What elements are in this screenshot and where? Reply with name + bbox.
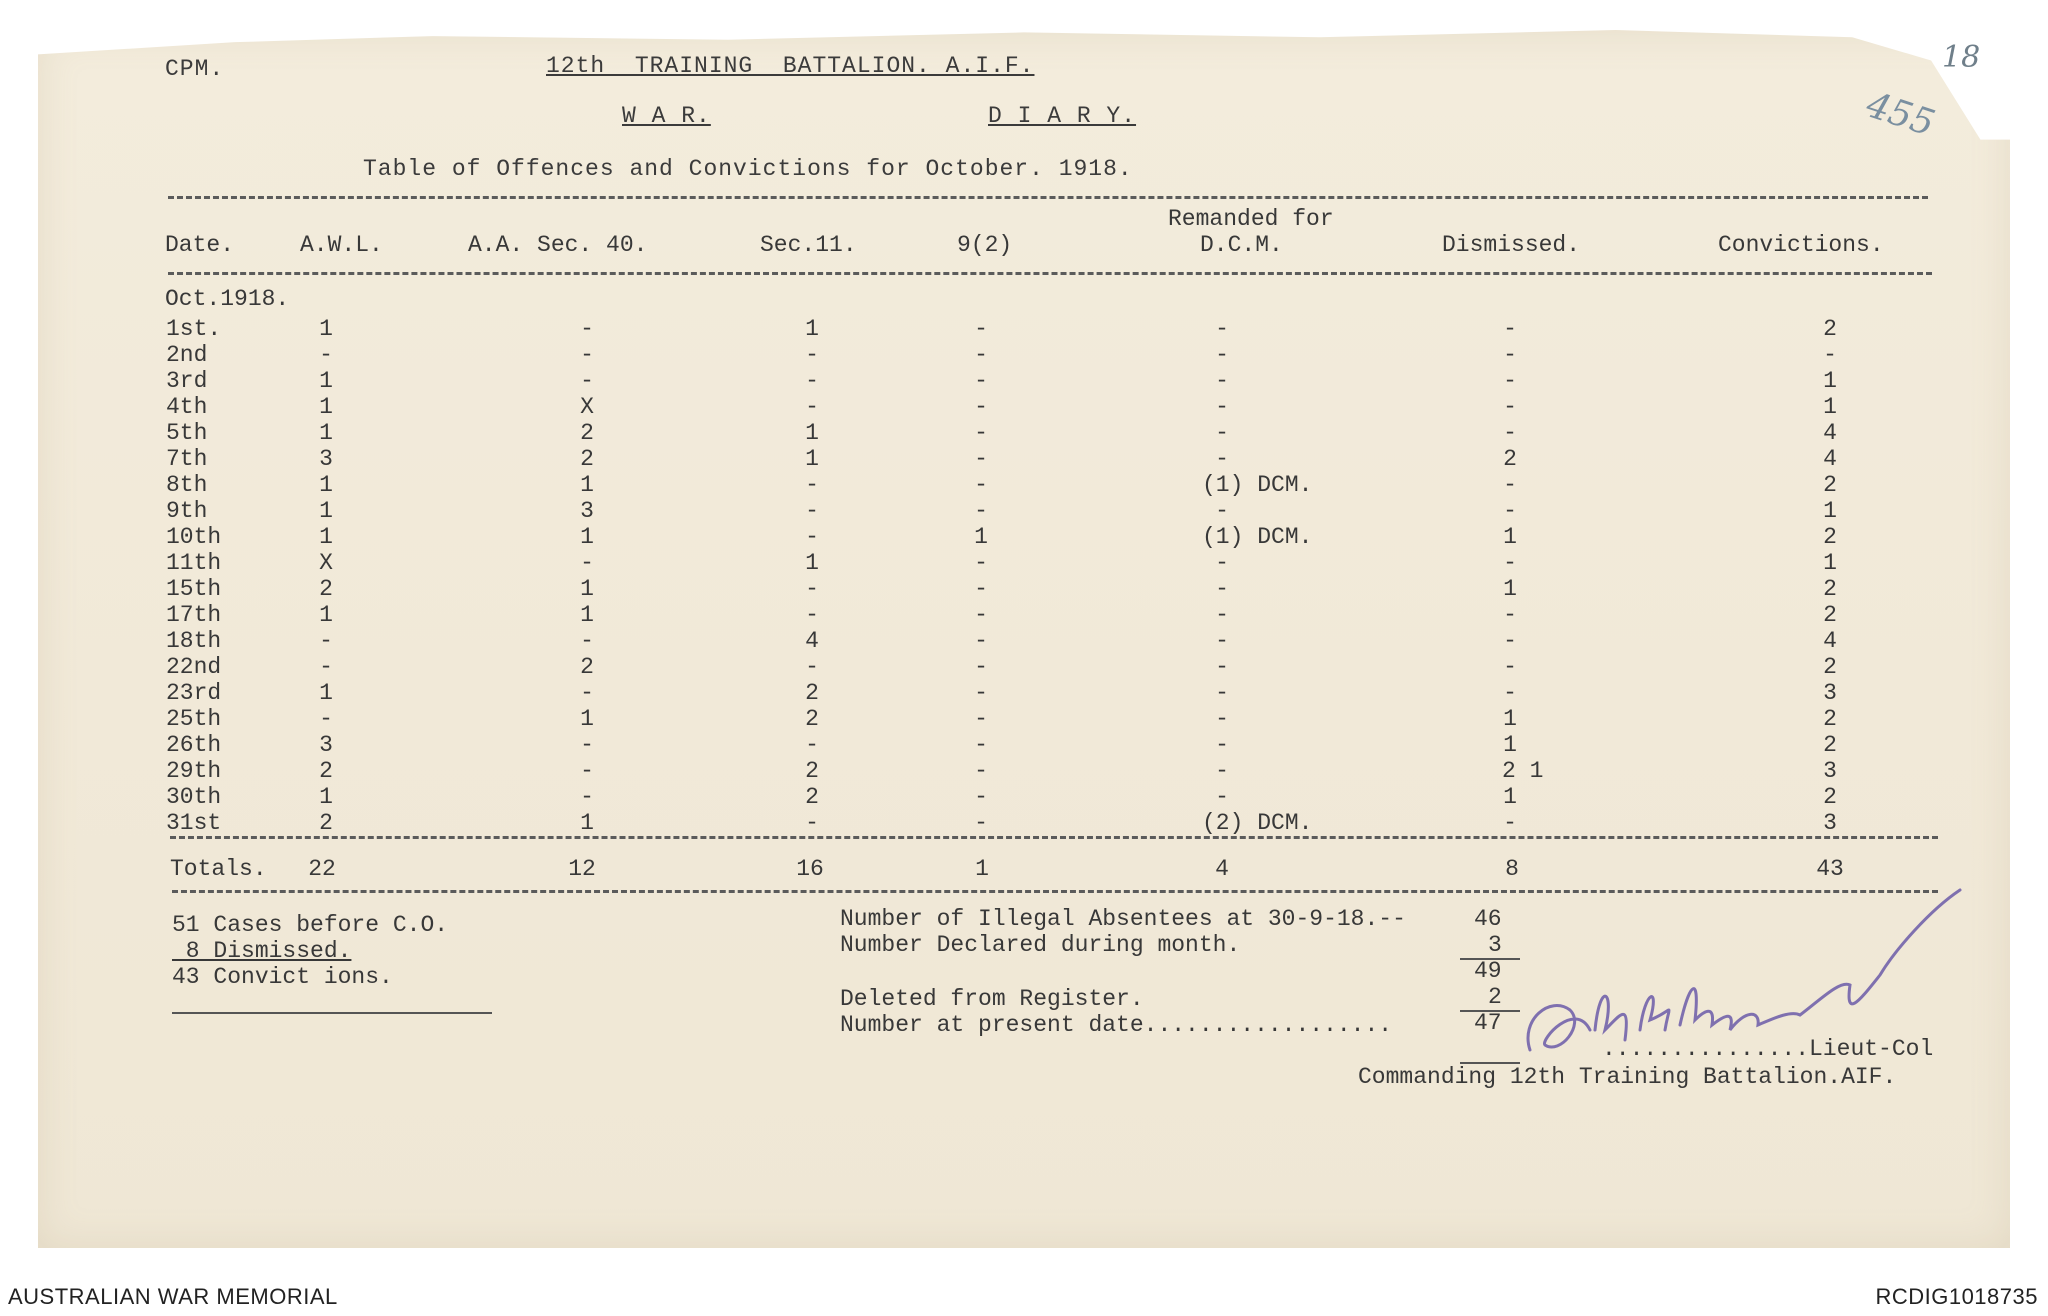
cell-sec11: - [805,524,819,550]
cell-dis: 2 [1503,446,1517,472]
cell-sec11: - [805,368,819,394]
cell-s92: - [974,810,988,836]
cell-conv: 1 [1823,394,1837,420]
cell-s92: - [974,654,988,680]
cell-awl: - [319,628,333,654]
cell-s92: - [974,758,988,784]
total-awl: 22 [308,856,336,882]
reference-code: CPM. [165,56,225,82]
col-s92-header: 9(2) [957,232,1013,258]
cell-dcm: - [1215,706,1229,732]
cell-dis: 1 [1503,732,1517,758]
cell-dis: - [1503,654,1517,680]
cell-conv: 4 [1823,628,1837,654]
cell-conv: 2 [1823,732,1837,758]
cell-sec40: 2 [580,420,594,446]
cell-awl: 1 [319,784,333,810]
cell-dis: 1 [1503,784,1517,810]
cell-sec11: 1 [805,446,819,472]
cell-dis: - [1503,368,1517,394]
row-date: 30th [166,784,222,810]
cell-conv: 4 [1823,446,1837,472]
cell-dcm: - [1215,784,1229,810]
rank-line: ...............Lieut-Col [1602,1036,1934,1062]
cell-conv: 3 [1823,680,1837,706]
col-awl-header: A.W.L. [300,232,383,258]
cell-s92: - [974,576,988,602]
cell-conv: 2 [1823,472,1837,498]
cell-sec40: 2 [580,654,594,680]
cell-s92: - [974,550,988,576]
cell-conv: 4 [1823,420,1837,446]
cell-sec40: 1 [580,602,594,628]
col-dismissed-header: Dismissed. [1442,232,1581,258]
total-dcm: 4 [1215,856,1229,882]
cell-sec40: - [580,680,594,706]
declared-value: 3 [1488,932,1502,958]
row-date: 31st [166,810,222,836]
total-sec40: 12 [568,856,596,882]
cell-sec40: - [580,732,594,758]
cell-sec40: 1 [580,706,594,732]
diary-heading: D I A R Y. [988,103,1137,129]
col-convictions-header: Convictions. [1718,232,1884,258]
row-date: 10th [166,524,222,550]
row-date: 11th [166,550,222,576]
cell-conv: 3 [1823,758,1837,784]
cell-sec11: - [805,498,819,524]
row-date: 3rd [166,368,208,394]
cell-sec11: - [805,810,819,836]
cell-dcm: - [1215,576,1229,602]
cell-s92: - [974,394,988,420]
cell-dis: - [1503,316,1517,342]
cell-conv: 2 [1823,654,1837,680]
cell-dcm: (1) DCM. [1202,524,1313,550]
cell-sec40: - [580,368,594,394]
cell-sec40: - [580,550,594,576]
cell-dis: - [1503,602,1517,628]
summary-dismissed: 8 Dismissed. [172,938,352,964]
command-line: Commanding 12th Training Battalion.AIF. [1358,1064,1897,1090]
cell-dcm: - [1215,316,1229,342]
present-label: Number at present date.................. [840,1012,1393,1038]
cell-s92: - [974,368,988,394]
cell-sec11: 2 [805,758,819,784]
cell-awl: - [319,706,333,732]
cell-conv: 3 [1823,810,1837,836]
table-subtitle: Table of Offences and Convictions for October. 1918. [363,156,1133,182]
cell-sec11: - [805,654,819,680]
cell-s92: - [974,732,988,758]
cell-s92: - [974,628,988,654]
summary-cases: 51 Cases before C.O. [172,912,449,938]
cell-sec11: - [805,732,819,758]
cell-awl: 1 [319,524,333,550]
cell-conv: 1 [1823,498,1837,524]
cell-sec11: 2 [805,680,819,706]
cell-dis: 1 [1503,706,1517,732]
total-conv: 43 [1816,856,1844,882]
totals-rule-top [170,836,1938,839]
cell-s92: - [974,680,988,706]
cell-awl: 2 [319,576,333,602]
cell-dcm: - [1215,628,1229,654]
cell-dis: 1 [1503,524,1517,550]
row-date: 15th [166,576,222,602]
cell-sec11: 2 [805,784,819,810]
cell-awl: - [319,342,333,368]
cell-s92: - [974,472,988,498]
cell-dis: - [1503,810,1517,836]
cell-dcm: - [1215,420,1229,446]
cell-dis: - [1503,342,1517,368]
cell-sec40: 3 [580,498,594,524]
cell-s92: - [974,784,988,810]
cell-awl: 1 [319,316,333,342]
folio-number: 18 [1942,40,1981,75]
footer-institution: AUSTRALIAN WAR MEMORIAL [8,1284,338,1309]
row-date: 25th [166,706,222,732]
cell-conv: 1 [1823,368,1837,394]
row-date: 5th [166,420,208,446]
cell-dcm: (2) DCM. [1202,810,1313,836]
total-s92: 1 [975,856,989,882]
cell-dcm: - [1215,394,1229,420]
cell-sec11: 2 [805,706,819,732]
cell-conv: - [1823,342,1837,368]
cell-conv: 2 [1823,784,1837,810]
deleted-label: Deleted from Register. [840,986,1144,1012]
summary-convictions: 43 Convict ions. [172,964,393,990]
cell-dcm: - [1215,368,1229,394]
cell-dcm: - [1215,446,1229,472]
row-date: 8th [166,472,208,498]
summary-rule [172,1012,492,1014]
cell-dis: - [1503,472,1517,498]
cell-s92: - [974,498,988,524]
row-date: 18th [166,628,222,654]
absentees-label: Number of Illegal Absentees at 30-9-18.-- [840,906,1406,932]
row-date: 9th [166,498,208,524]
subtotal-value: 49 [1474,958,1502,984]
cell-awl: 1 [319,420,333,446]
cell-conv: 2 [1823,576,1837,602]
cell-dis: - [1503,498,1517,524]
cell-awl: 2 [319,810,333,836]
cell-s92: - [974,342,988,368]
cell-conv: 2 [1823,706,1837,732]
declared-label: Number Declared during month. [840,932,1241,958]
row-date: 26th [166,732,222,758]
cell-dis: - [1503,420,1517,446]
cell-s92: - [974,446,988,472]
col-sec40-header: A.A. Sec. 40. [468,232,648,258]
cell-dcm: - [1215,602,1229,628]
cell-awl: 3 [319,446,333,472]
row-date: 17th [166,602,222,628]
row-date: 2nd [166,342,208,368]
cell-conv: 2 [1823,316,1837,342]
cell-s92: - [974,706,988,732]
cell-awl: X [319,550,333,576]
cell-dcm: - [1215,758,1229,784]
cell-s92: 1 [974,524,988,550]
cell-s92: - [974,420,988,446]
cell-dis: - [1503,680,1517,706]
cell-sec40: - [580,316,594,342]
present-value: 47 [1474,1010,1502,1036]
cell-dis: 2 1 [1502,758,1544,784]
total-sec11: 16 [796,856,824,882]
cell-awl: 1 [319,680,333,706]
cell-sec11: 1 [805,420,819,446]
cell-awl: 2 [319,758,333,784]
cell-sec11: - [805,342,819,368]
cell-awl: 1 [319,472,333,498]
cell-sec40: X [580,394,594,420]
row-date: 29th [166,758,222,784]
war-heading: W A R. [622,103,711,129]
header-rule-top [168,196,1928,199]
cell-awl: 3 [319,732,333,758]
cell-sec11: - [805,576,819,602]
header-rule-bottom [168,272,1932,275]
cell-sec11: 1 [805,550,819,576]
remanded-header: Remanded for [1168,206,1334,232]
cell-dcm: - [1215,550,1229,576]
cell-dcm: - [1215,680,1229,706]
cell-sec11: - [805,394,819,420]
total-dis: 8 [1505,856,1519,882]
cell-dis: - [1503,394,1517,420]
row-date: 4th [166,394,208,420]
cell-sec40: - [580,758,594,784]
cell-awl: 1 [319,368,333,394]
totals-label: Totals. [170,856,267,882]
cell-sec40: 1 [580,810,594,836]
cell-sec40: - [580,784,594,810]
cell-sec11: 1 [805,316,819,342]
cell-conv: 2 [1823,602,1837,628]
cell-conv: 1 [1823,550,1837,576]
cell-dis: - [1503,550,1517,576]
cell-sec11: 4 [805,628,819,654]
cell-sec40: 1 [580,576,594,602]
deleted-value: 2 [1488,984,1502,1010]
cell-sec40: - [580,628,594,654]
cell-awl: - [319,654,333,680]
cell-sec11: - [805,602,819,628]
cell-dcm: (1) DCM. [1202,472,1313,498]
row-date: 23rd [166,680,222,706]
unit-title: 12th TRAINING BATTALION. A.I.F. [546,53,1035,79]
col-dcm-header: D.C.M. [1200,232,1283,258]
cell-sec40: 2 [580,446,594,472]
cell-sec40: 1 [580,524,594,550]
row-date: 7th [166,446,208,472]
cell-sec11: - [805,472,819,498]
cell-s92: - [974,316,988,342]
cell-dis: 1 [1503,576,1517,602]
month-label: Oct.1918. [165,286,290,312]
cell-sec40: - [580,342,594,368]
cell-sec40: 1 [580,472,594,498]
col-sec11-header: Sec.11. [760,232,857,258]
col-date-header: Date. [165,232,235,258]
cell-awl: 1 [319,498,333,524]
cell-awl: 1 [319,602,333,628]
cell-awl: 1 [319,394,333,420]
row-date: 1st. [166,316,222,342]
row-date: 22nd [166,654,222,680]
folio-stamp: 455 [1861,84,1940,145]
footer-record-id: RCDIG1018735 [1875,1284,2038,1309]
cell-dcm: - [1215,654,1229,680]
cell-dcm: - [1215,732,1229,758]
cell-dis: - [1503,628,1517,654]
cell-s92: - [974,602,988,628]
cell-conv: 2 [1823,524,1837,550]
cell-dcm: - [1215,498,1229,524]
cell-dcm: - [1215,342,1229,368]
absentees-value: 46 [1474,906,1502,932]
